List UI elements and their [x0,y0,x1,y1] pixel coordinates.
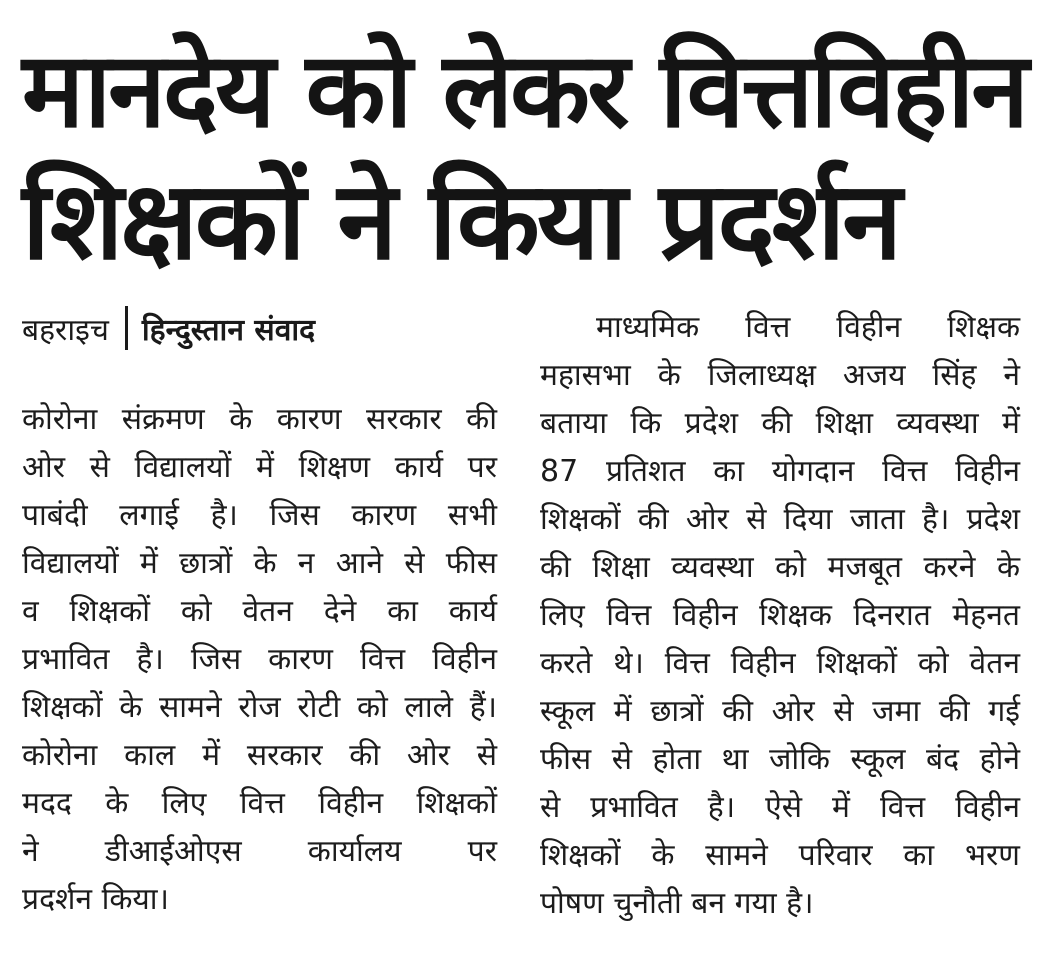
body-line: पोषण चुनौती बन गया है। [540,886,814,921]
body-line: महासभा के जिलाध्यक्ष अजय सिंह ने [540,358,1020,393]
article-column-left [22,396,497,924]
body-line: कोरोना काल में सरकार की ओर से [22,738,497,773]
body-line: शिक्षकों के सामने रोज रोटी को लाले हैं। [22,690,497,725]
body-line: माध्यमिक वित्त विहीन शिक्षक [596,310,1020,345]
body-line: लिए वित्त विहीन शिक्षक दिनरात मेहनत [540,598,1020,633]
body-line: प्रभावित है। जिस कारण वित्त विहीन [22,642,497,677]
body-line: मदद के लिए वित्त विहीन शिक्षकों [22,786,497,821]
body-line: पाबंदी लगाई है। जिस कारण सभी [22,498,497,533]
byline-divider [125,306,128,350]
body-line: ने डीआईओएस कार्यालय पर [22,834,497,869]
byline [22,304,315,352]
body-line: शिक्षकों के सामने परिवार का भरण [540,838,1020,873]
body-line: की शिक्षा व्यवस्था को मजबूत करने के [540,550,1020,585]
body-line: विद्यालयों में छात्रों के न आने से फीस [22,546,497,581]
body-line: से प्रभावित है। ऐसे में वित्त विहीन [540,790,1020,825]
body-line: प्रदर्शन किया। [22,882,169,917]
body-line: स्कूल में छात्रों की ओर से जमा की गई [540,694,1020,729]
body-line: व शिक्षकों को वेतन देने का कार्य [22,594,497,629]
article-column-right [540,304,1020,928]
headline-line-1: मानदेय को लेकर वित्तविहीन [22,29,1027,151]
body-line: बताया कि प्रदेश की शिक्षा व्यवस्था में [540,406,1020,441]
body-line: 87 प्रतिशत का योगदान वित्त विहीन [540,454,1020,489]
body-line: फीस से होता था जोकि स्कूल बंद होने [540,742,1020,777]
body-line: शिक्षकों की ओर से दिया जाता है। प्रदेश [540,502,1020,537]
body-line: कोरोना संक्रमण के कारण सरकार की [22,402,497,437]
byline-agency: हिन्दुस्तान संवाद [141,312,316,348]
body-line: ओर से विद्यालयों में शिक्षण कार्य पर [22,450,497,485]
headline-line-2: शिक्षकों ने किया प्रदर्शन [22,159,900,284]
headline [22,24,1032,288]
byline-place: बहराइच [22,312,109,348]
body-line: करते थे। वित्त विहीन शिक्षकों को वेतन [540,646,1020,681]
